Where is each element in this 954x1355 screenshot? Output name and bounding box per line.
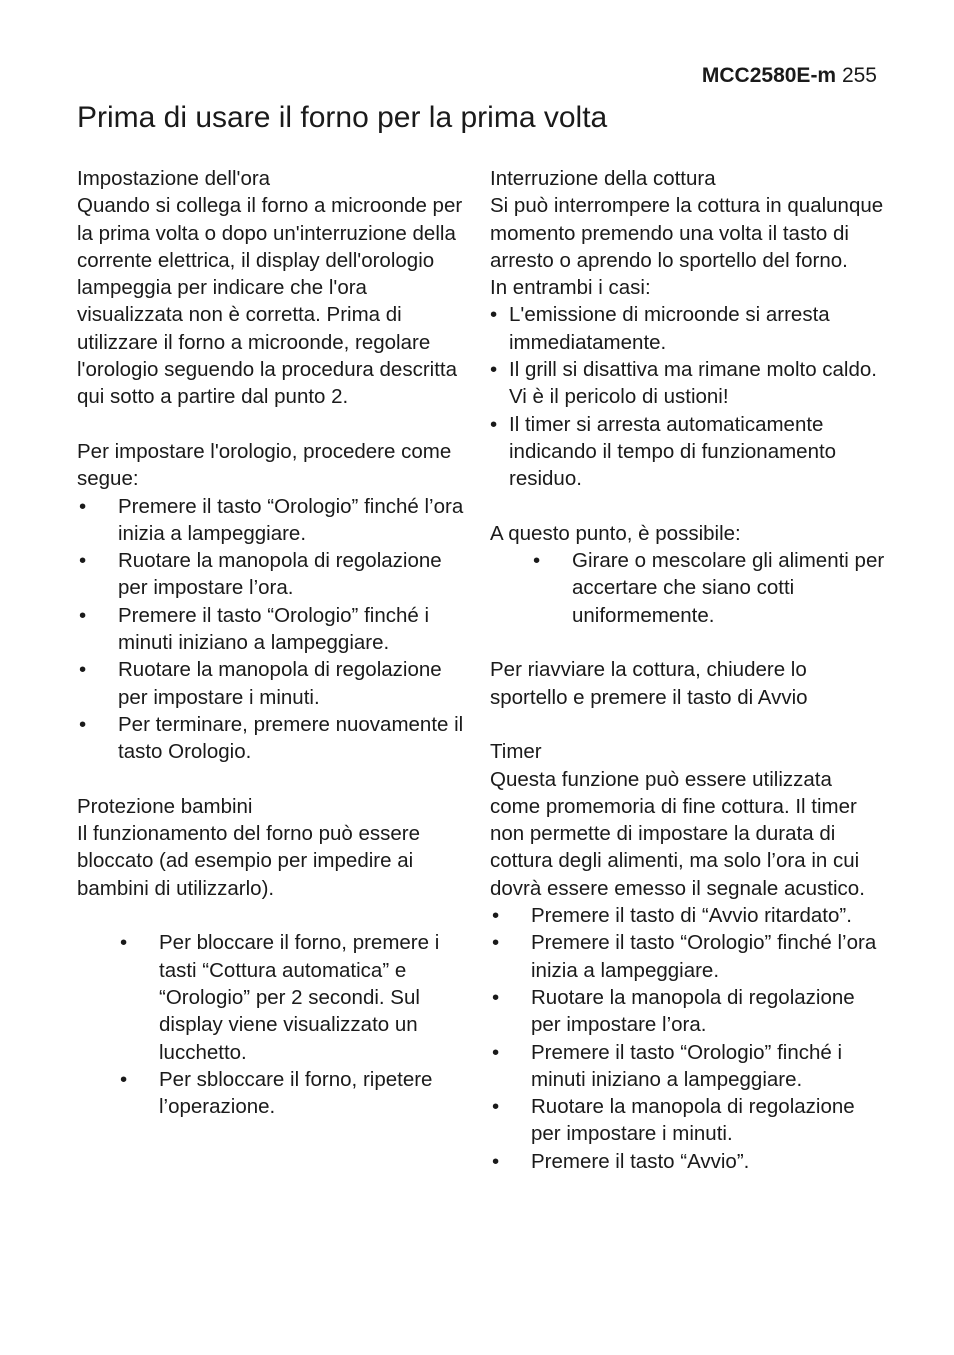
list-item: • Premere il tasto “Orologio” finché l’ora inizia a lampeggiare. bbox=[79, 494, 464, 545]
possible-intro: A questo punto, è possibile: bbox=[490, 521, 741, 545]
bullet-icon: • bbox=[490, 358, 498, 382]
bullet-icon: • bbox=[120, 931, 128, 955]
list-item: • L'emissione di microonde si arresta immediatamente. bbox=[490, 303, 830, 354]
list-item: • Per bloccare il forno, premere i tasti “Cottura automatica” e “Orologio” per 2 secondi. Sul display viene visualizzato un lucchetto. bbox=[120, 931, 440, 1064]
clock-intro: Per impostare l'orologio, procedere come segue: bbox=[77, 439, 452, 491]
bullet-icon: • bbox=[79, 603, 87, 627]
bullet-icon: • bbox=[492, 1095, 500, 1119]
section-heading-time: Impostazione dell'ora bbox=[77, 167, 271, 190]
list-item: • Il timer si arresta automaticamente indicando il tempo di funzionamento residuo. bbox=[490, 412, 837, 491]
section-heading-interrupt: Interruzione della cottura bbox=[490, 167, 716, 190]
bullet-icon: • bbox=[120, 1067, 128, 1091]
restart-text: Per riavviare la cottura, chiudere lo sportello e premere il tasto di Avvio bbox=[490, 658, 808, 709]
section-heading-child: Protezione bambini bbox=[77, 794, 253, 818]
page-header bbox=[702, 64, 877, 88]
possible-list bbox=[490, 547, 885, 629]
bullet-icon: • bbox=[490, 303, 498, 327]
list-item: • Premere il tasto “Orologio” finché i minuti iniziano a lampeggiare. bbox=[492, 1040, 843, 1091]
page-title: Prima di usare il forno per la prima volta bbox=[77, 101, 608, 134]
bullet-icon: • bbox=[533, 549, 541, 573]
list-item: • Premere il tasto “Orologio” finché l’ora inizia a lampeggiare. bbox=[492, 931, 877, 982]
list-item: • Il grill si disattiva ma rimane molto caldo. Vi è il pericolo di ustioni! bbox=[490, 358, 877, 409]
timer-steps-list bbox=[490, 902, 885, 1175]
bullet-icon: • bbox=[79, 549, 87, 573]
model-code: MCC2580E-m bbox=[701, 64, 837, 87]
bullet-icon: • bbox=[79, 658, 87, 682]
section-body-interrupt: Si può interrompere la cottura in qualunque momento premendo una volta il tasto di arresto o aprendo lo sportello del forno. bbox=[490, 194, 884, 272]
section-body-timer: Questa funzione può essere utilizzata come promemoria di fine cottura. Il timer non permette di impostare la durata di cottura degli alimenti, ma solo l’ora in cui dovrà essere emesso il segnale acustico. bbox=[490, 767, 865, 900]
section-body-time: Quando si collega il forno a microonde per la prima volta o dopo un'interruzione della corrente elettrica, il display dell'orologio lampeggia per indicare che l'ora visualizzata non è corretta. Prima di utilizzare il forno a microonde, regolare l'orologio seguendo la procedura descritta qui sotto a partire dal punto 2. bbox=[77, 194, 463, 409]
list-item: • Girare o mescolare gli alimenti per accertare che siano cotti uniformemente. bbox=[533, 549, 885, 627]
bullet-icon: • bbox=[492, 904, 500, 928]
list-item: • Per sbloccare il forno, ripetere l’operazione. bbox=[120, 1067, 433, 1119]
right-column bbox=[490, 165, 885, 1175]
bullet-icon: • bbox=[492, 1149, 500, 1173]
list-item: • Premere il tasto “Orologio” finché i minuti iniziano a lampeggiare. bbox=[79, 603, 430, 655]
list-item: • Premere il tasto di “Avvio ritardato”. bbox=[490, 902, 885, 929]
list-item: • Ruotare la manopola di regolazione per impostare i minuti. bbox=[79, 658, 442, 709]
bullet-icon: • bbox=[492, 1040, 500, 1064]
bullet-icon: • bbox=[79, 712, 87, 736]
section-body-child: Il funzionamento del forno può essere bloccato (ad esempio per impedire ai bambini di utilizzarlo). bbox=[77, 822, 421, 900]
section-heading-timer: Timer bbox=[490, 740, 542, 764]
cases-intro: In entrambi i casi: bbox=[490, 276, 651, 300]
list-item: • Per terminare, premere nuovamente il tasto Orologio. bbox=[79, 712, 464, 764]
left-column bbox=[77, 165, 469, 1120]
bullet-icon: • bbox=[492, 931, 500, 955]
list-item: • Ruotare la manopola di regolazione per impostare l’ora. bbox=[492, 985, 855, 1037]
list-item: • Ruotare la manopola di regolazione per impostare i minuti. bbox=[492, 1095, 855, 1146]
clock-steps-list bbox=[77, 493, 469, 766]
list-item: • Ruotare la manopola di regolazione per impostare l’ora. bbox=[79, 549, 442, 600]
list-item: • Premere il tasto “Avvio”. bbox=[490, 1148, 885, 1175]
bullet-icon: • bbox=[492, 985, 500, 1009]
page-number: 255 bbox=[841, 64, 877, 87]
bullet-icon: • bbox=[79, 494, 87, 518]
cases-list bbox=[490, 301, 885, 492]
child-lock-steps-list bbox=[77, 929, 469, 1120]
bullet-icon: • bbox=[490, 412, 498, 436]
